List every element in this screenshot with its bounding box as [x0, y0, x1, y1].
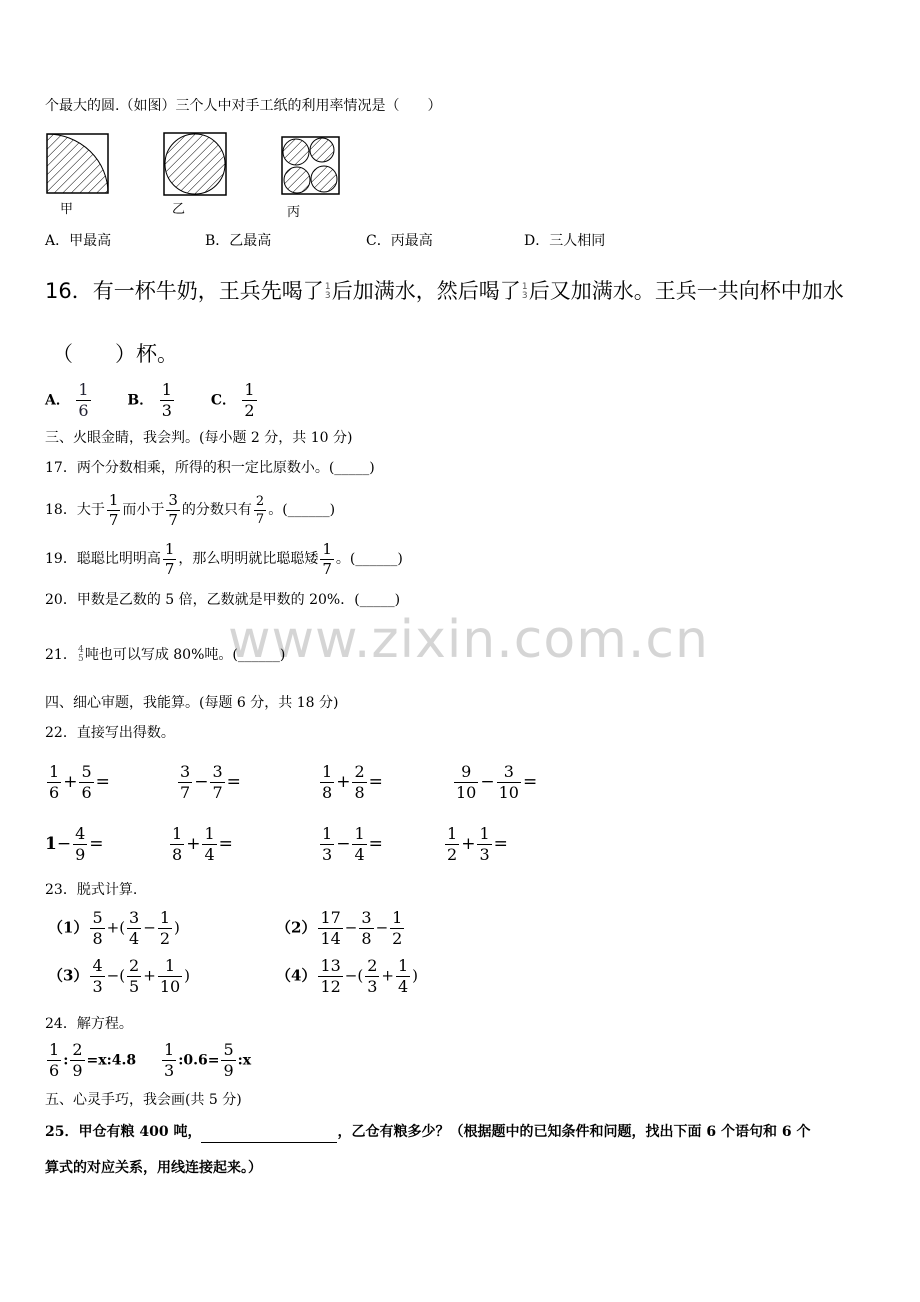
q23: 23．脱式计算.	[45, 882, 138, 898]
q16-part1: 16．有一杯牛奶，王兵先喝了	[45, 279, 324, 303]
q15-text: 个最大的圆.（如图）三个人中对手工纸的利用率情况是（ ）	[45, 98, 442, 114]
q24-equation-2: $\frac{1}{3}$ :0.6= $\frac{5}{9}$ :x	[164, 1040, 252, 1080]
q16-part2: 后加满水，然后喝了	[331, 279, 521, 303]
q24: 24．解方程。	[45, 1016, 133, 1032]
q16-options	[45, 382, 259, 422]
figure-label-yi: 乙	[172, 202, 186, 217]
q24-equation-1: $\frac{1}{6}$ : $\frac{2}{9}$ =x:4.8	[49, 1040, 137, 1080]
q22-item-5: 1− $\frac{4}{9}$ =	[45, 824, 104, 864]
q16-option-c-fraction[interactable]: $\frac{1}{2}$	[244, 380, 255, 420]
section-5-heading: 五、心灵手巧，我会画(共 5 分)	[45, 1092, 242, 1108]
q16-tiny-fraction-2: 1 3	[521, 282, 528, 301]
q22-item-4: $\frac{9}{10}$ − $\frac{3}{10}$ =	[456, 762, 538, 802]
q16-option-c-label[interactable]: C．	[210, 392, 236, 409]
section-3-heading: 三、火眼金睛，我会判。(每小题 2 分，共 10 分)	[45, 430, 353, 446]
q21-tiny-fraction: 4 5	[77, 645, 84, 664]
q16-option-a-fraction[interactable]: $\frac{1}{6}$	[78, 380, 89, 420]
q22-item-8: $\frac{1}{2}$ + $\frac{1}{3}$ =	[447, 824, 508, 864]
q23-expr-4: （4） $\frac{13}{12}$ −( $\frac{2}{3}$ + $\frac{1}{4}$ )	[276, 956, 419, 996]
q25-line1: 25．甲仓有粮 400 吨， ，乙仓有粮多少？（根据题中的已知条件和问题，找出下面 6 个语句和 6 个	[45, 1122, 810, 1143]
section-4-heading: 四、细心审题，我能算。(每题 6 分，共 18 分)	[45, 695, 339, 711]
q15-option-d[interactable]: D．三人相同	[524, 233, 606, 249]
q16-tiny-fraction-1: 1 3	[324, 282, 331, 301]
q17: 17．两个分数相乘，所得的积一定比原数小。(_____)	[45, 460, 375, 476]
q15-option-b[interactable]: B．乙最高	[205, 233, 272, 249]
q18-fraction-2: $\frac{3}{7}$	[168, 490, 178, 529]
q15-option-c[interactable]: C．丙最高	[366, 233, 433, 249]
q22: 22．直接写出得数。	[45, 725, 175, 741]
q16-option-b-label[interactable]: B．	[127, 392, 154, 409]
q18-fraction-3: $\frac{2}{7}$	[255, 493, 265, 527]
figure-label-jia: 甲	[60, 202, 74, 217]
q22-item-7: $\frac{1}{3}$ − $\frac{1}{4}$ =	[322, 824, 383, 864]
q22-item-2: $\frac{3}{7}$ − $\frac{3}{7}$ =	[180, 762, 241, 802]
q16-option-b-fraction[interactable]: $\frac{1}{3}$	[161, 380, 172, 420]
q16-part3: 后又加满水。王兵一共向杯中加水	[528, 279, 844, 303]
q16-line2: （ ）杯。	[52, 342, 178, 366]
q16-line1	[45, 276, 844, 306]
watermark: www.zixin.com.cn	[228, 610, 709, 670]
q18: 18．大于 $\frac{1}{7}$ 而小于 $\frac{3}{7}$ 的分数只有 $\frac{2}{7}$ 。(______)	[45, 490, 336, 529]
figure-yi	[163, 132, 227, 200]
figure-jia	[46, 133, 110, 199]
q15-option-a[interactable]: A．甲最高	[45, 233, 112, 249]
q19: 19．聪聪比明明高 $\frac{1}{7}$ ，那么明明就比聪聪矮 $\frac{1}{7}$ 。(______)	[45, 539, 403, 578]
q18-fraction-1: $\frac{1}{7}$	[108, 490, 119, 529]
q19-fraction-2: $\frac{1}{7}$	[322, 539, 332, 578]
q19-fraction-1: $\frac{1}{7}$	[164, 539, 175, 578]
q20: 20．甲数是乙数的 5 倍，乙数就是甲数的 20%．(_____)	[45, 592, 401, 608]
q21: 21．4 5吨也可以写成 80%吨。(______)	[45, 645, 286, 664]
q23-expr-3: （3） $\frac{4}{3}$ −( $\frac{2}{5}$ + $\frac{1}{10}$ )	[48, 956, 191, 996]
figure-label-bing: 丙	[287, 205, 301, 220]
q16-option-a-label[interactable]: A．	[45, 392, 70, 409]
q22-item-6: $\frac{1}{8}$ + $\frac{1}{4}$ =	[172, 824, 233, 864]
q23-expr-1: （1） $\frac{5}{8}$ +( $\frac{3}{4}$ − $\frac{1}{2}$ )	[48, 908, 180, 948]
q23-expr-2: （2） $\frac{17}{14}$ − $\frac{3}{8}$ − $\frac{1}{2}$	[276, 908, 403, 948]
q22-item-3: $\frac{1}{8}$ + $\frac{2}{8}$ =	[322, 762, 383, 802]
figure-bing	[281, 136, 341, 200]
q25-blank[interactable]	[201, 1122, 337, 1143]
q22-item-1: $\frac{1}{6}$ + $\frac{5}{6}$ =	[49, 762, 110, 802]
q25-line2: 算式的对应关系，用线连接起来。）	[45, 1160, 262, 1176]
